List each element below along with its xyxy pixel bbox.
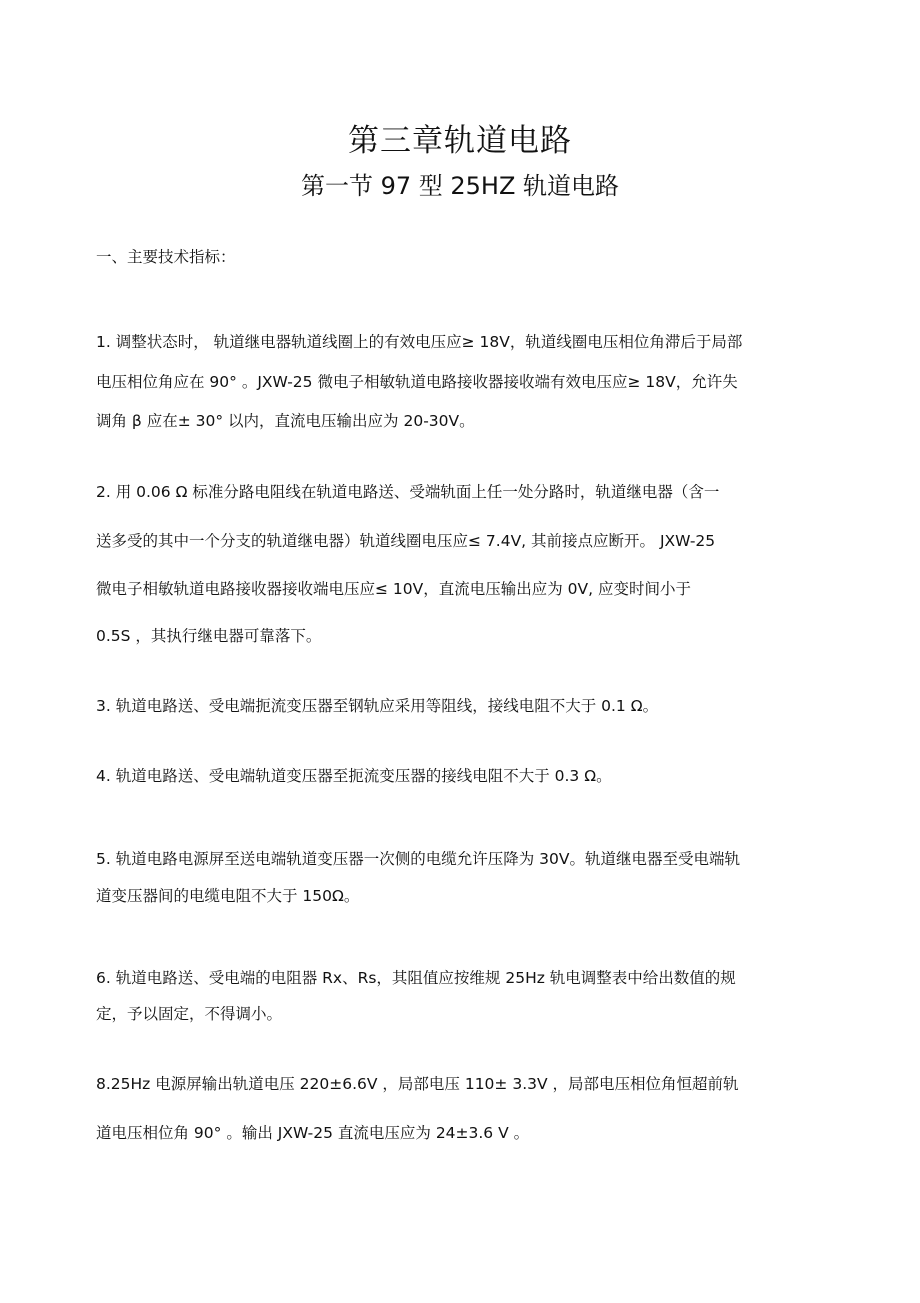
- item-2-line-3: 微电子相敏轨道电路接收器接收端电压应≤ 10V，直流电压输出应为 0V, 应变时间小于: [96, 580, 691, 598]
- item-8-line-1: 8.25Hz 电源屏输出轨道电压 220±6.6V ，局部电压 110± 3.3V ，局部电压相位角恒超前轨: [96, 1075, 739, 1093]
- item-3-line-1: 3. 轨道电路送、受电端扼流变压器至钢轨应采用等阻线，接线电阻不大于 0.1 Ω。: [96, 697, 659, 715]
- section-title: 第一节 97 型 25HZ 轨道电路: [300, 172, 620, 200]
- chapter-title: 第三章轨道电路: [348, 123, 572, 159]
- item-8-line-2: 道电压相位角 90° 。输出 JXW-25 直流电压应为 24±3.6 V 。: [96, 1124, 530, 1142]
- item-1-line-1: 1. 调整状态时， 轨道继电器轨道线圈上的有效电压应≥ 18V，轨道线圈电压相位角滞后于局部: [96, 333, 743, 351]
- item-6-line-2: 定，予以固定，不得调小。: [96, 1005, 283, 1023]
- item-5-line-2: 道变压器间的电缆电阻不大于 150Ω。: [96, 887, 360, 905]
- item-5-line-1: 5. 轨道电路电源屏至送电端轨道变压器一次侧的电缆允许压降为 30V。轨道继电器至受电端轨: [96, 850, 740, 868]
- item-2-line-2: 送多受的其中一个分支的轨道继电器）轨道线圈电压应≤ 7.4V, 其前接点应断开。 JXW-25: [96, 532, 716, 550]
- item-1-line-3: 调角 β 应在± 30° 以内，直流电压输出应为 20-30V。: [96, 412, 475, 430]
- item-2-line-4: 0.5S ，其执行继电器可靠落下。: [96, 627, 322, 645]
- item-4-line-1: 4. 轨道电路送、受电端轨道变压器至扼流变压器的接线电阻不大于 0.3 Ω。: [96, 767, 612, 785]
- item-1-line-2: 电压相位角应在 90° 。JXW-25 微电子相敏轨道电路接收器接收端有效电压应≥ 18V，允许失: [96, 373, 738, 391]
- item-2-line-1: 2. 用 0.06 Ω 标准分路电阻线在轨道电路送、受端轨面上任一处分路时，轨道继电器（含一: [96, 483, 720, 501]
- section-heading: 一、主要技术指标：: [96, 248, 236, 266]
- item-6-line-1: 6. 轨道电路送、受电端的电阻器 Rx、Rs，其阻值应按维规 25Hz 轨电调整表中给出数值的规: [96, 969, 736, 987]
